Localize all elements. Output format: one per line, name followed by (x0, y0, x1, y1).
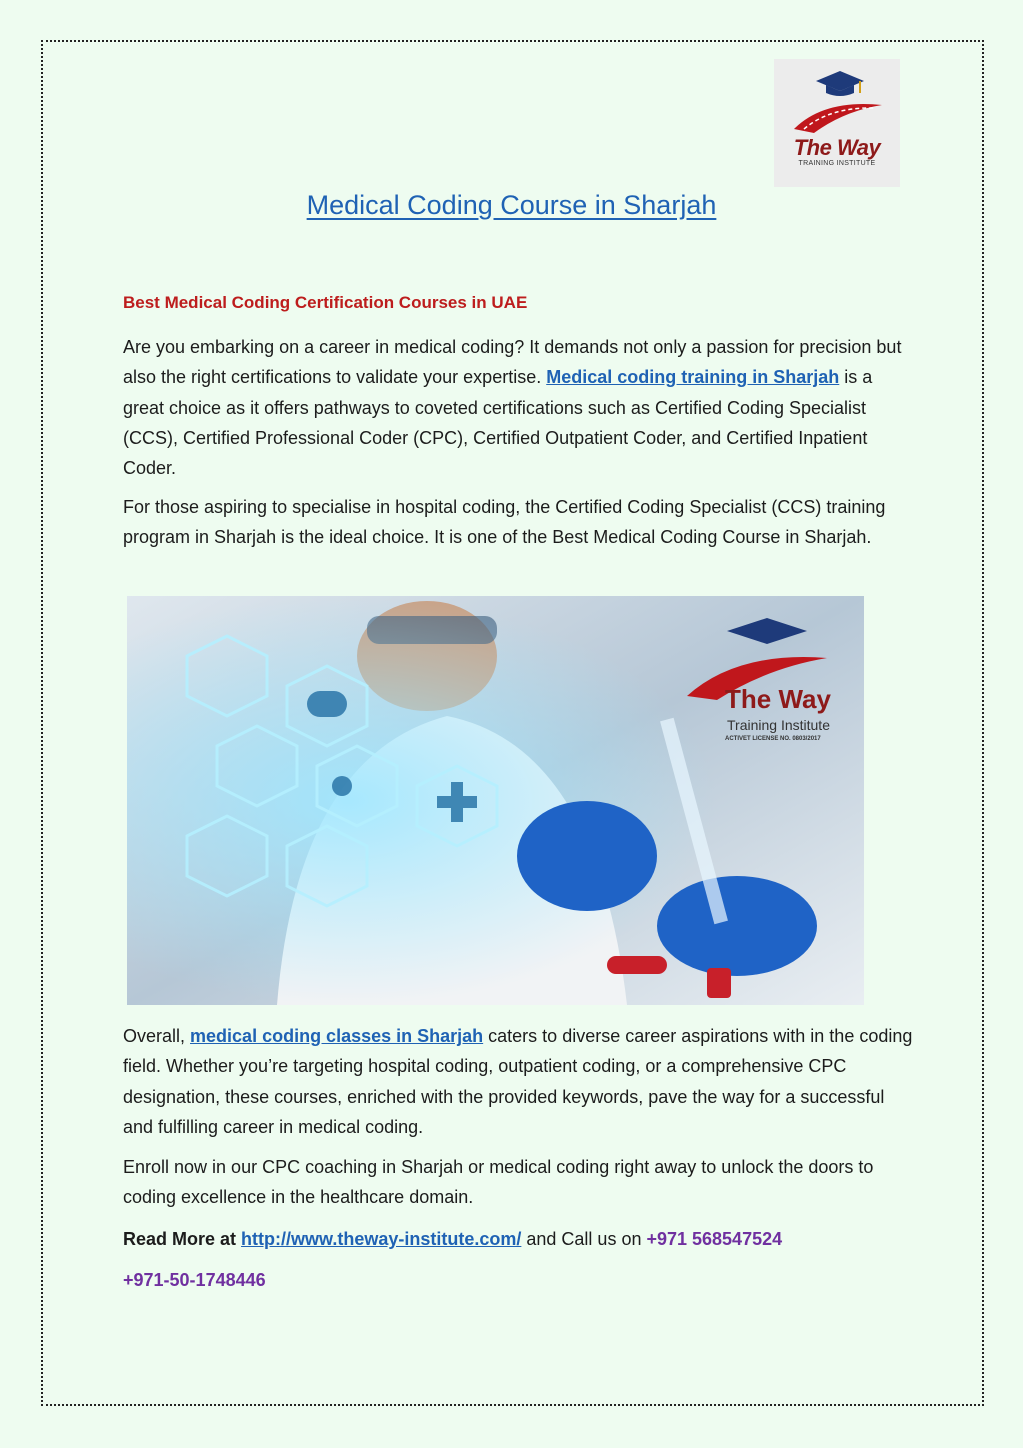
enroll-paragraph-text: Enroll now in our CPC coaching in Sharjah or medical coding right away to unlock the doors to coding excellence in the healthcare domain. (123, 1157, 874, 1208)
overall-text-before-link: Overall, (123, 1026, 191, 1046)
overall-text-after-link: caters to diverse career aspirations with in the coding field. Whether you’re targeting hospital coding, outpatient coding, or a comprehensive CPC designation, these courses, enriched with the provided keywords, pave the way for a successful and fulfilling career in medical coding. (123, 1026, 913, 1137)
website-link[interactable]: http://www.theway-institute.com/ (241, 1229, 522, 1249)
phone-number-2[interactable]: +971-50-1748446 (123, 1270, 266, 1290)
photo-brand-name: The Way (725, 684, 831, 714)
call-label: and Call us on (521, 1229, 647, 1249)
photo-subtitle: Training Institute (727, 717, 830, 733)
enroll-paragraph (123, 1152, 913, 1213)
lab-technician-photo (127, 596, 864, 1005)
photo-license: ACTIVET LICENSE NO. 0803/2017 (725, 736, 821, 742)
intro-paragraph (123, 332, 913, 483)
medical-coding-training-link[interactable]: Medical coding training in Sharjah (546, 367, 840, 388)
the-way-logo (774, 59, 900, 187)
overall-paragraph (123, 1021, 913, 1142)
page-title[interactable]: Medical Coding Course in Sharjah (306, 190, 717, 220)
intro-text-after-link: is a great choice as it offers pathways to coveted certifications such as Certified Coding Specialist (CCS), Certified Professional Coder (CPC), Certified Outpatient Coder, and Certified Inpatient Coder. (123, 367, 873, 479)
intro-text-before-link: Are you embarking on a career in medical coding? It demands not only a passion for precision but also the right certifications to validate your expertise. (123, 337, 902, 388)
ccs-paragraph (123, 492, 913, 553)
read-more-label: Read More at (123, 1229, 237, 1249)
logo-tagline: TRAINING INSTITUTE (798, 160, 876, 167)
logo-brand-name: The Way (793, 135, 881, 160)
ccs-paragraph-text: For those aspiring to specialise in hospital coding, the Certified Coding Specialist (CCS) training program in Sharjah is the ideal choice. It is one of the Best Medical Coding Course in Sharjah. (123, 497, 886, 548)
contact-line (123, 1224, 913, 1254)
phone-number-1[interactable]: +971 568547524 (646, 1229, 783, 1249)
graduation-cap-road-icon (774, 59, 900, 139)
medical-coding-classes-link[interactable]: medical coding classes in Sharjah (190, 1026, 484, 1046)
section-subheading: Best Medical Coding Certification Courses in UAE (123, 293, 528, 312)
